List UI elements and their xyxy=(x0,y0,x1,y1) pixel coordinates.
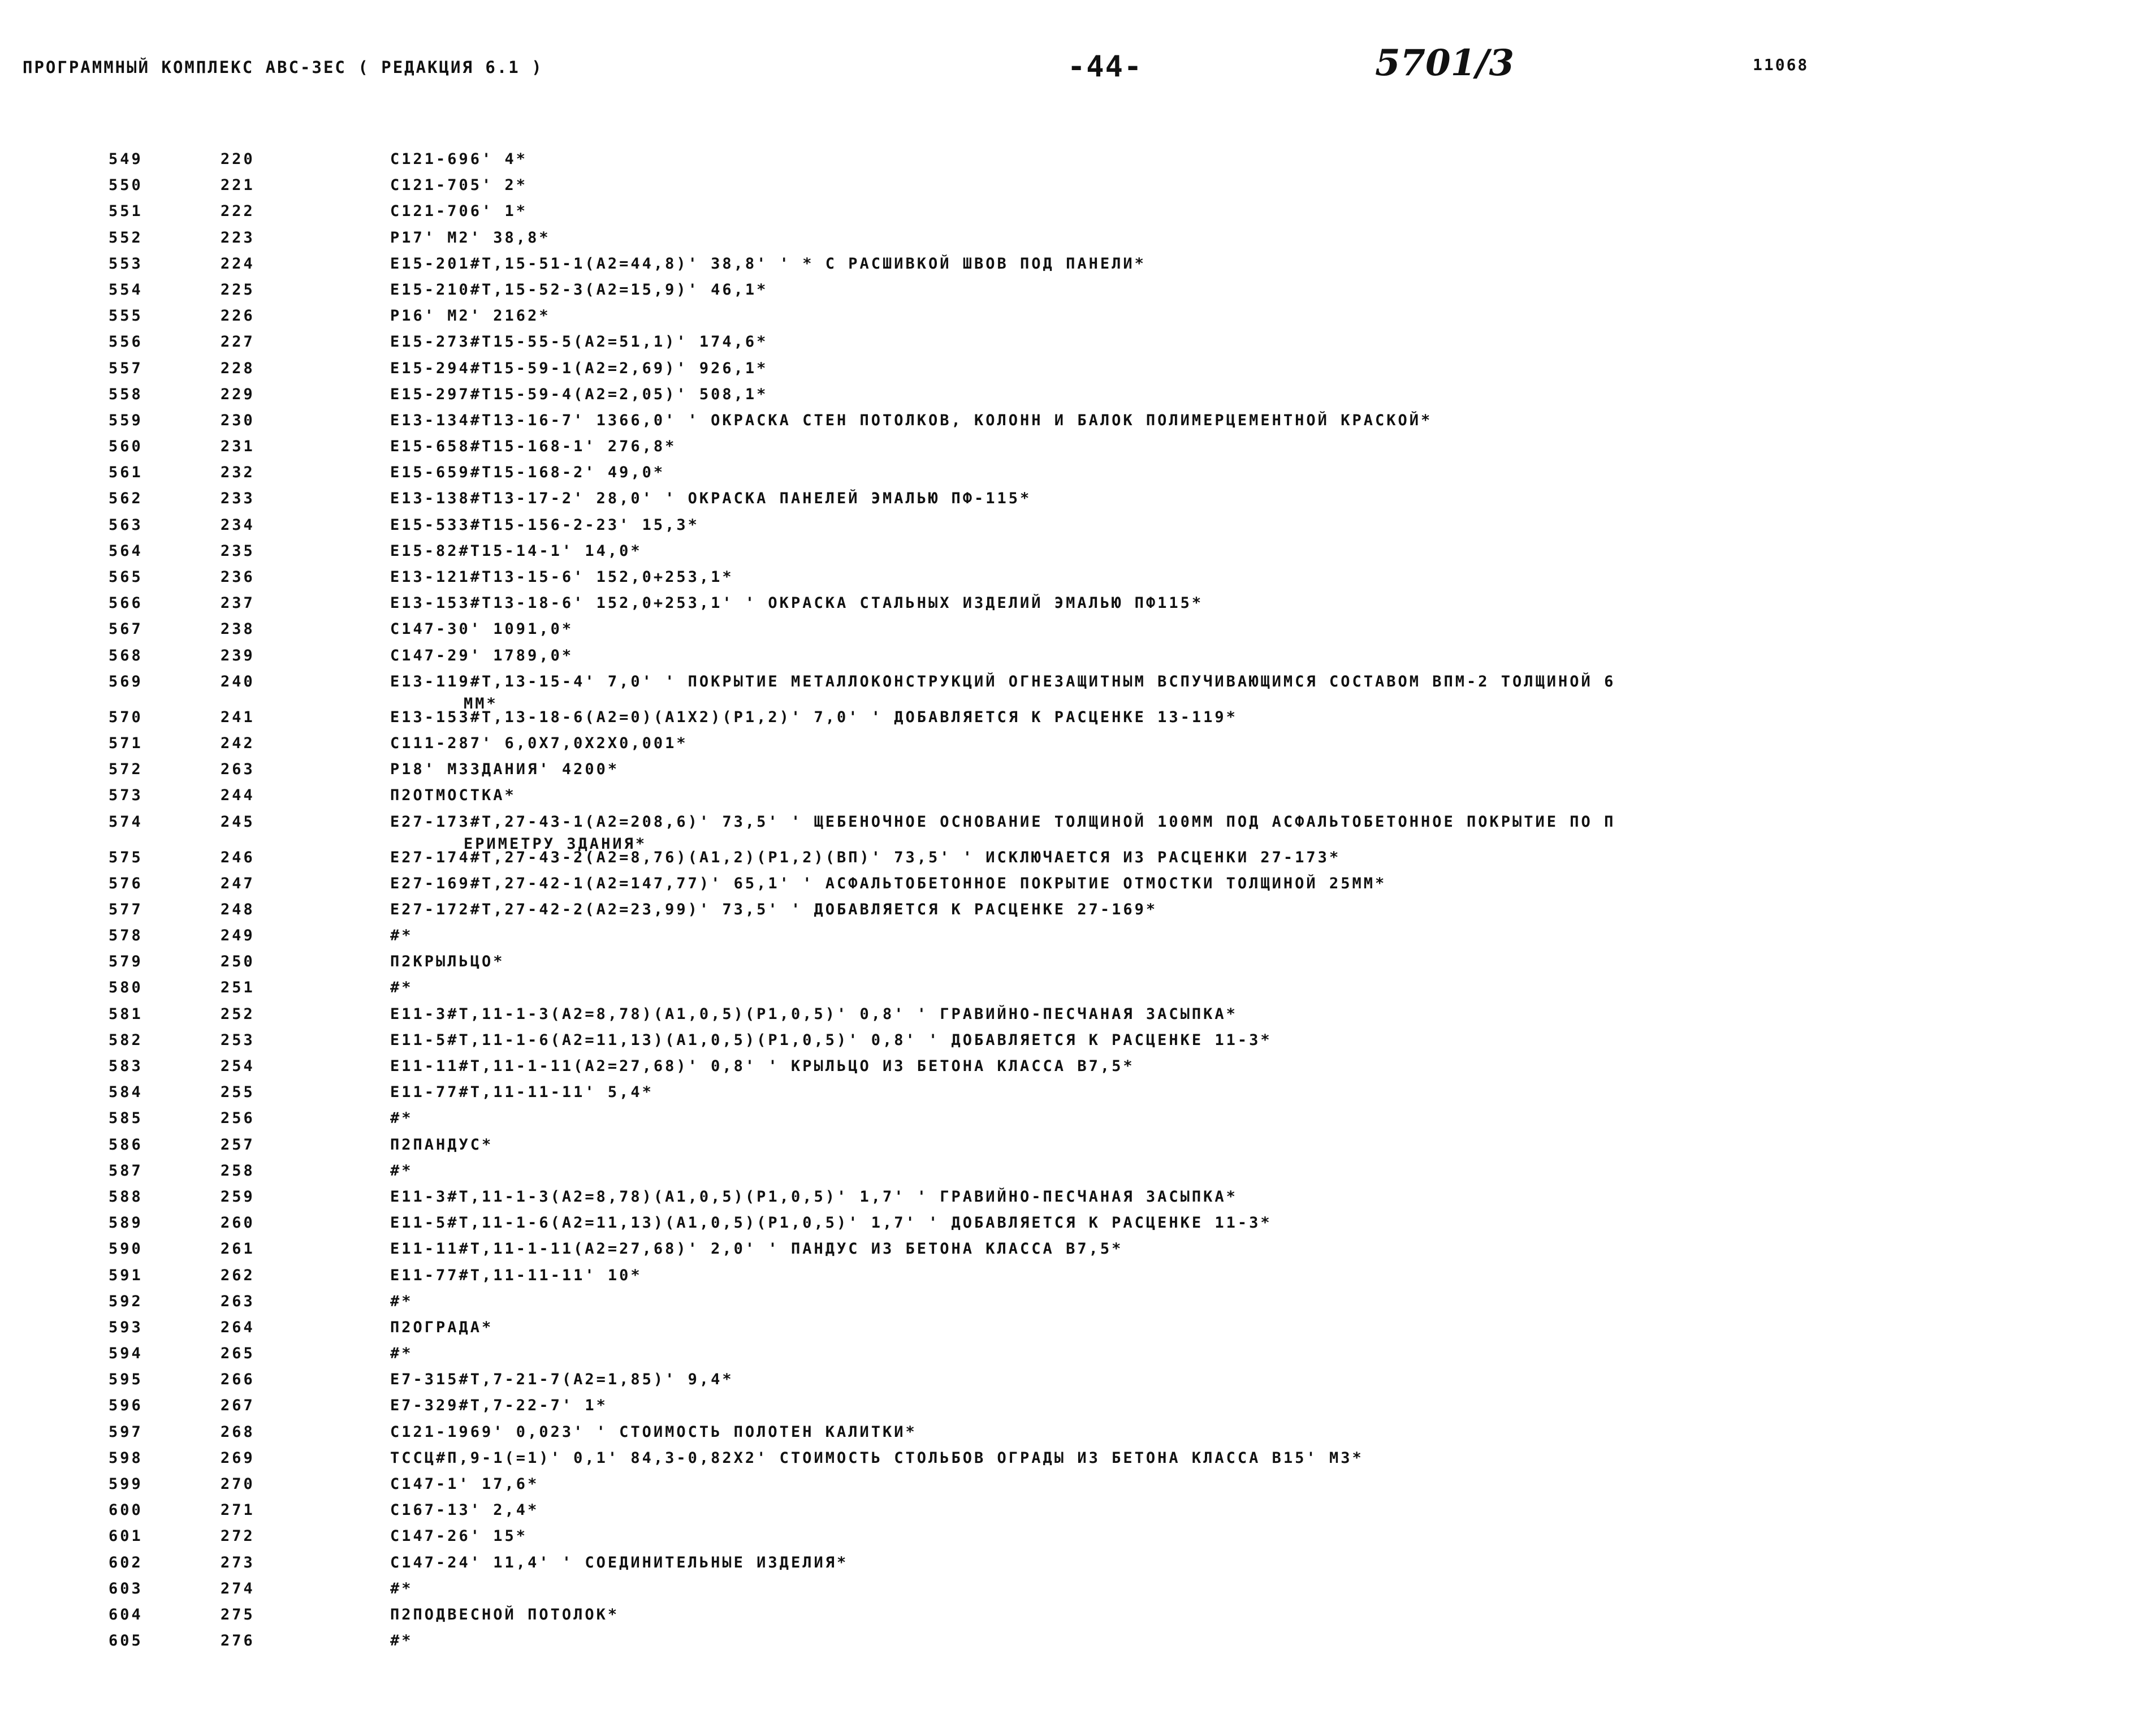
statement-line: P16' M2' 2162* xyxy=(390,307,551,325)
statement-text xyxy=(390,1031,1272,1049)
listing-row xyxy=(0,459,2144,485)
statement-line: TCCЦ#П,9-1(=1)' 0,1' 84,3-0,82X2' СТОИМОСТЬ СТОЛЬБОВ ОГРАДЫ ИЗ БЕТОНА КЛАССА В15' M3* xyxy=(390,1449,1364,1467)
statement-number: 263 xyxy=(221,761,255,779)
line-number: 593 xyxy=(109,1318,143,1336)
listing-row xyxy=(0,756,2144,782)
listing-row xyxy=(0,1392,2144,1418)
statement-line: E7-315#T,7-21-7(A2=1,85)' 9,4* xyxy=(390,1371,734,1389)
statement-number: 230 xyxy=(221,411,255,429)
statement-number: 234 xyxy=(221,516,255,534)
statement-text xyxy=(390,1293,413,1310)
statement-number: 223 xyxy=(221,228,255,247)
line-number: 553 xyxy=(109,254,143,273)
listing-row xyxy=(0,1523,2144,1549)
line-number: 562 xyxy=(109,490,143,508)
line-number: 550 xyxy=(109,176,143,195)
statement-number: 250 xyxy=(221,953,255,971)
statement-line: E11-3#T,11-1-3(A2=8,78)(A1,0,5)(P1,0,5)' 1,7' ' ГРАВИЙНО-ПЕСЧАНАЯ ЗАСЫПКА* xyxy=(390,1187,1238,1206)
statement-line: E13-119#T,13-15-4' 7,0' ' ПОКРЫТИЕ МЕТАЛЛОКОНСТРУКЦИЙ ОГНЕЗАЩИТНЫМ ВСПУЧИВАЮЩИМСЯ СОСТАВОМ ВПМ-2 ТОЛЩИНОЙ 6 xyxy=(390,672,1616,690)
listing-row xyxy=(0,590,2144,616)
statement-number: 275 xyxy=(221,1605,255,1623)
statement-text xyxy=(390,412,1432,429)
listing-row xyxy=(0,1549,2144,1575)
line-number: 584 xyxy=(109,1083,143,1102)
statement-continuation: ЕРИМЕТРУ ЗДАНИЯ* xyxy=(464,835,647,853)
line-number: 552 xyxy=(109,228,143,247)
line-number: 588 xyxy=(109,1187,143,1206)
statement-text xyxy=(390,1475,539,1493)
line-number: 570 xyxy=(109,708,143,726)
statement-line: E15-294#T15-59-1(A2=2,69)' 926,1* xyxy=(390,359,768,377)
listing-row xyxy=(0,1001,2144,1027)
statement-number: 260 xyxy=(221,1214,255,1232)
statement-line: C147-30' 1091,0* xyxy=(390,620,574,638)
statement-line: C121-696' 4* xyxy=(390,150,528,168)
statement-text xyxy=(390,360,768,377)
line-number: 571 xyxy=(109,734,143,752)
listing-row xyxy=(0,1627,2144,1653)
line-number: 583 xyxy=(109,1057,143,1075)
statement-line: #* xyxy=(390,1292,413,1310)
line-number: 558 xyxy=(109,385,143,403)
statement-number: 242 xyxy=(221,734,255,752)
statement-text xyxy=(390,594,1203,612)
statement-line: E11-77#T,11-11-11' 10* xyxy=(390,1266,642,1284)
statement-line: E15-297#T15-59-4(A2=2,05)' 508,1* xyxy=(390,385,768,403)
statement-text xyxy=(390,1188,1238,1206)
statement-line: E7-329#T,7-22-7' 1* xyxy=(390,1397,608,1415)
statement-text xyxy=(390,1449,1364,1467)
statement-text xyxy=(390,953,505,970)
line-number: 568 xyxy=(109,646,143,664)
statement-line: #* xyxy=(390,1345,413,1363)
statement-line: E15-210#T,15-52-3(A2=15,9)' 46,1* xyxy=(390,280,768,299)
statement-text xyxy=(390,647,573,664)
statement-line: C147-26' 15* xyxy=(390,1527,528,1545)
statement-number: 256 xyxy=(221,1109,255,1128)
statement-text xyxy=(390,1501,539,1519)
statement-number: 270 xyxy=(221,1475,255,1493)
listing-row xyxy=(0,809,2144,853)
line-number: 554 xyxy=(109,280,143,299)
listing-row xyxy=(0,730,2144,756)
statement-number: 247 xyxy=(221,874,255,892)
statement-line: E13-134#T13-16-7' 1366,0' ' ОКРАСКА СТЕН ПОТОЛКОВ, КОЛОНН И БАЛОК ПОЛИМЕРЦЕМЕНТНОЙ КРАСКОЙ* xyxy=(390,411,1433,429)
line-number: 579 xyxy=(109,953,143,971)
line-number: 585 xyxy=(109,1109,143,1128)
statement-text xyxy=(390,1527,528,1545)
statement-text xyxy=(390,464,665,481)
listing-row xyxy=(0,1601,2144,1627)
statement-text xyxy=(390,202,528,220)
listing-row xyxy=(0,1288,2144,1314)
statement-number: 231 xyxy=(221,438,255,456)
statement-number: 254 xyxy=(221,1057,255,1075)
statement-number: 227 xyxy=(221,333,255,351)
listing-row xyxy=(0,381,2144,407)
listing-row xyxy=(0,1497,2144,1523)
line-number: 578 xyxy=(109,927,143,945)
line-number: 575 xyxy=(109,848,143,866)
line-number: 591 xyxy=(109,1266,143,1284)
statement-line: П2ПОДВЕСНОЙ ПОТОЛОК* xyxy=(390,1605,620,1623)
statement-text xyxy=(390,542,642,560)
statement-text xyxy=(390,1057,1135,1075)
statement-line: E11-77#T,11-11-11' 5,4* xyxy=(390,1083,654,1102)
listing-row xyxy=(0,1314,2144,1340)
statement-number: 276 xyxy=(221,1632,255,1650)
listing-row xyxy=(0,870,2144,896)
statement-line: E13-121#T13-15-6' 152,0+253,1* xyxy=(390,568,734,586)
statement-text xyxy=(390,490,1031,507)
statement-line: E15-201#T,15-51-1(A2=44,8)' 38,8' ' * С РАСШИВКОЙ ШВОВ ПОД ПАНЕЛИ* xyxy=(390,254,1146,273)
statement-text xyxy=(390,1319,493,1336)
statement-number: 233 xyxy=(221,490,255,508)
listing-row xyxy=(0,251,2144,277)
listing-row xyxy=(0,974,2144,1000)
statement-text xyxy=(390,875,1386,892)
listing-row xyxy=(0,1079,2144,1105)
statement-number: 269 xyxy=(221,1449,255,1467)
statement-text xyxy=(390,1136,493,1154)
listing-row xyxy=(0,896,2144,922)
statement-text xyxy=(390,1632,413,1649)
listing-row xyxy=(0,668,2144,712)
statement-number: 240 xyxy=(221,672,255,690)
statement-line: E27-174#T,27-43-2(A2=8,76)(A1,2)(P1,2)(ВП)' 73,5' ' ИСКЛЮЧАЕТСЯ ИЗ РАСЦЕНКИ 27-173* xyxy=(390,848,1341,866)
line-number: 559 xyxy=(109,411,143,429)
statement-line: E27-172#T,27-42-2(A2=23,99)' 73,5' ' ДОБАВЛЯЕТСЯ К РАСЦЕНКЕ 27-169* xyxy=(390,900,1158,918)
statement-number: 239 xyxy=(221,646,255,664)
listing-row xyxy=(0,1158,2144,1184)
statement-line: E27-173#T,27-43-1(A2=208,6)' 73,5' ' ЩЕБЕНОЧНОЕ ОСНОВАНИЕ ТОЛЩИНОЙ 100ММ ПОД АСФАЛЬТОБЕТОННОЕ ПОКРЫТИЕ ПО П xyxy=(390,813,1616,831)
statement-line: #* xyxy=(390,1579,413,1597)
listing-row xyxy=(0,1262,2144,1288)
statement-text xyxy=(390,979,413,996)
listing-row xyxy=(0,948,2144,974)
line-number: 563 xyxy=(109,516,143,534)
line-number: 572 xyxy=(109,761,143,779)
line-number: 605 xyxy=(109,1632,143,1650)
listing-row xyxy=(0,1575,2144,1601)
line-number: 569 xyxy=(109,672,143,690)
statement-number: 228 xyxy=(221,359,255,377)
statement-line: E11-5#T,11-1-6(A2=11,13)(A1,0,5)(P1,0,5)' 1,7' ' ДОБАВЛЯЕТСЯ К РАСЦЕНКЕ 11-3* xyxy=(390,1214,1272,1232)
statement-text xyxy=(390,386,768,403)
line-number: 557 xyxy=(109,359,143,377)
line-number: 581 xyxy=(109,1005,143,1023)
statement-line: П2ОГРАДА* xyxy=(390,1318,494,1336)
listing-row xyxy=(0,782,2144,808)
statement-line: E13-153#T13-18-6' 152,0+253,1' ' ОКРАСКА СТАЛЬНЫХ ИЗДЕЛИЙ ЭМАЛЬЮ ПФ115* xyxy=(390,594,1204,612)
line-number: 555 xyxy=(109,307,143,325)
line-number: 580 xyxy=(109,979,143,997)
line-number: 600 xyxy=(109,1501,143,1519)
page-number: -44- xyxy=(1067,50,1143,84)
statement-number: 246 xyxy=(221,848,255,866)
statement-line: C147-29' 1789,0* xyxy=(390,646,574,664)
statement-number: 262 xyxy=(221,1266,255,1284)
line-number: 566 xyxy=(109,594,143,612)
listing-row xyxy=(0,224,2144,251)
statement-number: 229 xyxy=(221,385,255,403)
statement-text xyxy=(390,438,676,455)
line-number: 599 xyxy=(109,1475,143,1493)
page-header xyxy=(23,42,2121,92)
line-number: 577 xyxy=(109,900,143,918)
statement-line: E13-153#T,13-18-6(A2=0)(A1X2)(P1,2)' 7,0' ' ДОБАВЛЯЕТСЯ К РАСЦЕНКЕ 13-119* xyxy=(390,708,1238,726)
statement-number: 249 xyxy=(221,927,255,945)
listing-row xyxy=(0,146,2144,172)
listing-row xyxy=(0,355,2144,381)
statement-continuation: MM* xyxy=(464,694,498,712)
statement-line: C147-1' 17,6* xyxy=(390,1475,539,1493)
statement-text xyxy=(390,849,1341,866)
statement-number: 237 xyxy=(221,594,255,612)
listing-row xyxy=(0,704,2144,730)
listing-row xyxy=(0,277,2144,303)
statement-text xyxy=(390,307,551,325)
line-number: 597 xyxy=(109,1423,143,1441)
statement-line: E15-273#T15-55-5(A2=51,1)' 174,6* xyxy=(390,333,768,351)
line-number: 556 xyxy=(109,333,143,351)
listing-row xyxy=(0,407,2144,433)
statement-number: 222 xyxy=(221,202,255,221)
statement-number: 255 xyxy=(221,1083,255,1102)
statement-text xyxy=(390,735,688,752)
listing-row xyxy=(0,1419,2144,1445)
statement-line: E11-11#T,11-1-11(A2=27,68)' 2,0' ' ПАНДУС ИЗ БЕТОНА КЛАССА В7,5* xyxy=(390,1240,1123,1258)
statement-number: 264 xyxy=(221,1318,255,1336)
statement-number: 263 xyxy=(221,1292,255,1310)
line-number: 587 xyxy=(109,1161,143,1180)
line-number: 589 xyxy=(109,1214,143,1232)
statement-number: 224 xyxy=(221,254,255,273)
listing-row xyxy=(0,1053,2144,1079)
line-number: 594 xyxy=(109,1345,143,1363)
statement-text xyxy=(390,333,768,351)
statement-text xyxy=(390,1345,413,1362)
statement-line: #* xyxy=(390,927,413,945)
statement-text xyxy=(390,1423,917,1441)
statement-text xyxy=(390,927,413,944)
statement-number: 236 xyxy=(221,568,255,586)
statement-number: 271 xyxy=(221,1501,255,1519)
statement-line: P17' M2' 38,8* xyxy=(390,228,551,247)
listing-row xyxy=(0,1027,2144,1053)
statement-text xyxy=(390,1109,413,1127)
listing xyxy=(0,146,2144,1653)
listing-row xyxy=(0,1105,2144,1131)
line-number: 596 xyxy=(109,1397,143,1415)
statement-number: 274 xyxy=(221,1579,255,1597)
listing-row xyxy=(0,1184,2144,1210)
statement-number: 248 xyxy=(221,900,255,918)
statement-text xyxy=(390,1214,1272,1232)
statement-text xyxy=(390,1267,642,1284)
statement-number: 238 xyxy=(221,620,255,638)
statement-line: E15-658#T15-168-1' 276,8* xyxy=(390,438,677,456)
statement-line: C121-1969' 0,023' ' СТОИМОСТЬ ПОЛОТЕН КАЛИТКИ* xyxy=(390,1423,917,1441)
statement-number: 273 xyxy=(221,1553,255,1571)
line-number: 574 xyxy=(109,813,143,831)
statement-text xyxy=(390,1580,413,1597)
statement-number: 257 xyxy=(221,1135,255,1154)
statement-number: 267 xyxy=(221,1397,255,1415)
statement-number: 268 xyxy=(221,1423,255,1441)
statement-line: #* xyxy=(390,979,413,997)
statement-line: #* xyxy=(390,1161,413,1180)
statement-line: П2КРЫЛЬЦО* xyxy=(390,953,505,971)
statement-text xyxy=(390,176,528,194)
statement-text xyxy=(390,255,1146,273)
line-number: 561 xyxy=(109,464,143,482)
statement-line: C167-13' 2,4* xyxy=(390,1501,539,1519)
statement-text xyxy=(390,516,699,534)
statement-text xyxy=(390,787,516,804)
statement-line: C121-705' 2* xyxy=(390,176,528,195)
statement-text xyxy=(390,761,619,778)
listing-row xyxy=(0,198,2144,224)
statement-line: C147-24' 11,4' ' СОЕДИНИТЕЛЬНЫЕ ИЗДЕЛИЯ* xyxy=(390,1553,849,1571)
statement-text xyxy=(390,709,1238,726)
statement-number: 244 xyxy=(221,787,255,805)
statement-number: 259 xyxy=(221,1187,255,1206)
listing-row xyxy=(0,642,2144,668)
statement-number: 220 xyxy=(221,150,255,168)
statement-number: 258 xyxy=(221,1161,255,1180)
listing-row xyxy=(0,1132,2144,1158)
line-number: 590 xyxy=(109,1240,143,1258)
listing-row xyxy=(0,1471,2144,1497)
statement-text xyxy=(390,1083,654,1101)
statement-text xyxy=(390,281,768,299)
statement-number: 225 xyxy=(221,280,255,299)
statement-number: 245 xyxy=(221,813,255,831)
statement-line: E13-138#T13-17-2' 28,0' ' ОКРАСКА ПАНЕЛЕЙ ЭМАЛЬЮ ПФ-115* xyxy=(390,490,1032,508)
statement-text xyxy=(390,1371,734,1388)
statement-text xyxy=(390,229,551,247)
listing-row xyxy=(0,1445,2144,1471)
statement-number: 265 xyxy=(221,1345,255,1363)
statement-line: E11-11#T,11-1-11(A2=27,68)' 0,8' ' КРЫЛЬЦО ИЗ БЕТОНА КЛАССА В7,5* xyxy=(390,1057,1135,1075)
statement-number: 261 xyxy=(221,1240,255,1258)
listing-row xyxy=(0,538,2144,564)
statement-line: #* xyxy=(390,1632,413,1650)
listing-row xyxy=(0,564,2144,590)
line-number: 602 xyxy=(109,1553,143,1571)
line-number: 595 xyxy=(109,1371,143,1389)
statement-line: #* xyxy=(390,1109,413,1128)
line-number: 573 xyxy=(109,787,143,805)
statement-line: E15-533#T15-156-2-23' 15,3* xyxy=(390,516,699,534)
line-number: 592 xyxy=(109,1292,143,1310)
line-number: 549 xyxy=(109,150,143,168)
listing-row xyxy=(0,303,2144,329)
program-title: ПРОГРАММНЫЙ КОМПЛЕКС АВС-ЗЕС ( РЕДАКЦИЯ 6.1 ) xyxy=(23,58,543,77)
statement-number: 241 xyxy=(221,708,255,726)
statement-text xyxy=(390,1554,848,1571)
statement-line: П2ОТМОСТКА* xyxy=(390,787,516,805)
listing-row xyxy=(0,512,2144,538)
statement-line: E15-82#T15-14-1' 14,0* xyxy=(390,542,642,560)
statement-line: П2ПАНДУС* xyxy=(390,1135,494,1154)
statement-text xyxy=(390,1397,608,1414)
listing-row xyxy=(0,844,2144,870)
document-code: 5701/3 xyxy=(1375,42,1515,84)
line-number: 565 xyxy=(109,568,143,586)
statement-text xyxy=(390,901,1157,918)
statement-text xyxy=(390,568,734,586)
statement-text xyxy=(390,150,528,168)
statement-number: 226 xyxy=(221,307,255,325)
statement-line: C121-706' 1* xyxy=(390,202,528,221)
statement-line: C111-287' 6,0X7,0X2X0,001* xyxy=(390,734,688,752)
listing-row xyxy=(0,485,2144,511)
statement-number: 221 xyxy=(221,176,255,195)
line-number: 576 xyxy=(109,874,143,892)
statement-text xyxy=(390,1606,619,1623)
line-number: 582 xyxy=(109,1031,143,1049)
line-number: 586 xyxy=(109,1135,143,1154)
statement-line: E11-5#T,11-1-6(A2=11,13)(A1,0,5)(P1,0,5)' 0,8' ' ДОБАВЛЯЕТСЯ К РАСЦЕНКЕ 11-3* xyxy=(390,1031,1272,1049)
statement-number: 272 xyxy=(221,1527,255,1545)
listing-row xyxy=(0,329,2144,355)
statement-line: E15-659#T15-168-2' 49,0* xyxy=(390,464,665,482)
line-number: 604 xyxy=(109,1605,143,1623)
statement-number: 266 xyxy=(221,1371,255,1389)
listing-row xyxy=(0,433,2144,459)
listing-row xyxy=(0,922,2144,948)
statement-text xyxy=(390,1005,1238,1023)
listing-row xyxy=(0,1210,2144,1236)
line-number: 551 xyxy=(109,202,143,221)
document-number: 11068 xyxy=(1753,55,1809,74)
line-number: 601 xyxy=(109,1527,143,1545)
line-number: 564 xyxy=(109,542,143,560)
statement-number: 235 xyxy=(221,542,255,560)
statement-number: 252 xyxy=(221,1005,255,1023)
statement-number: 253 xyxy=(221,1031,255,1049)
line-number: 603 xyxy=(109,1579,143,1597)
line-number: 567 xyxy=(109,620,143,638)
statement-line: E11-3#T,11-1-3(A2=8,78)(A1,0,5)(P1,0,5)' 0,8' ' ГРАВИЙНО-ПЕСЧАНАЯ ЗАСЫПКА* xyxy=(390,1005,1238,1023)
statement-number: 232 xyxy=(221,464,255,482)
statement-line: P18' M3ЗДАНИЯ' 4200* xyxy=(390,761,620,779)
line-number: 598 xyxy=(109,1449,143,1467)
statement-line: E27-169#T,27-42-1(A2=147,77)' 65,1' ' АСФАЛЬТОБЕТОННОЕ ПОКРЫТИЕ ОТМОСТКИ ТОЛЩИНОЙ 25ММ* xyxy=(390,874,1387,892)
listing-row xyxy=(0,616,2144,642)
line-number: 560 xyxy=(109,438,143,456)
statement-text xyxy=(390,1162,413,1180)
statement-text xyxy=(390,620,573,638)
statement-text xyxy=(390,1240,1123,1258)
listing-row xyxy=(0,172,2144,198)
statement-number: 251 xyxy=(221,979,255,997)
listing-row xyxy=(0,1366,2144,1392)
listing-row xyxy=(0,1340,2144,1366)
listing-row xyxy=(0,1236,2144,1262)
